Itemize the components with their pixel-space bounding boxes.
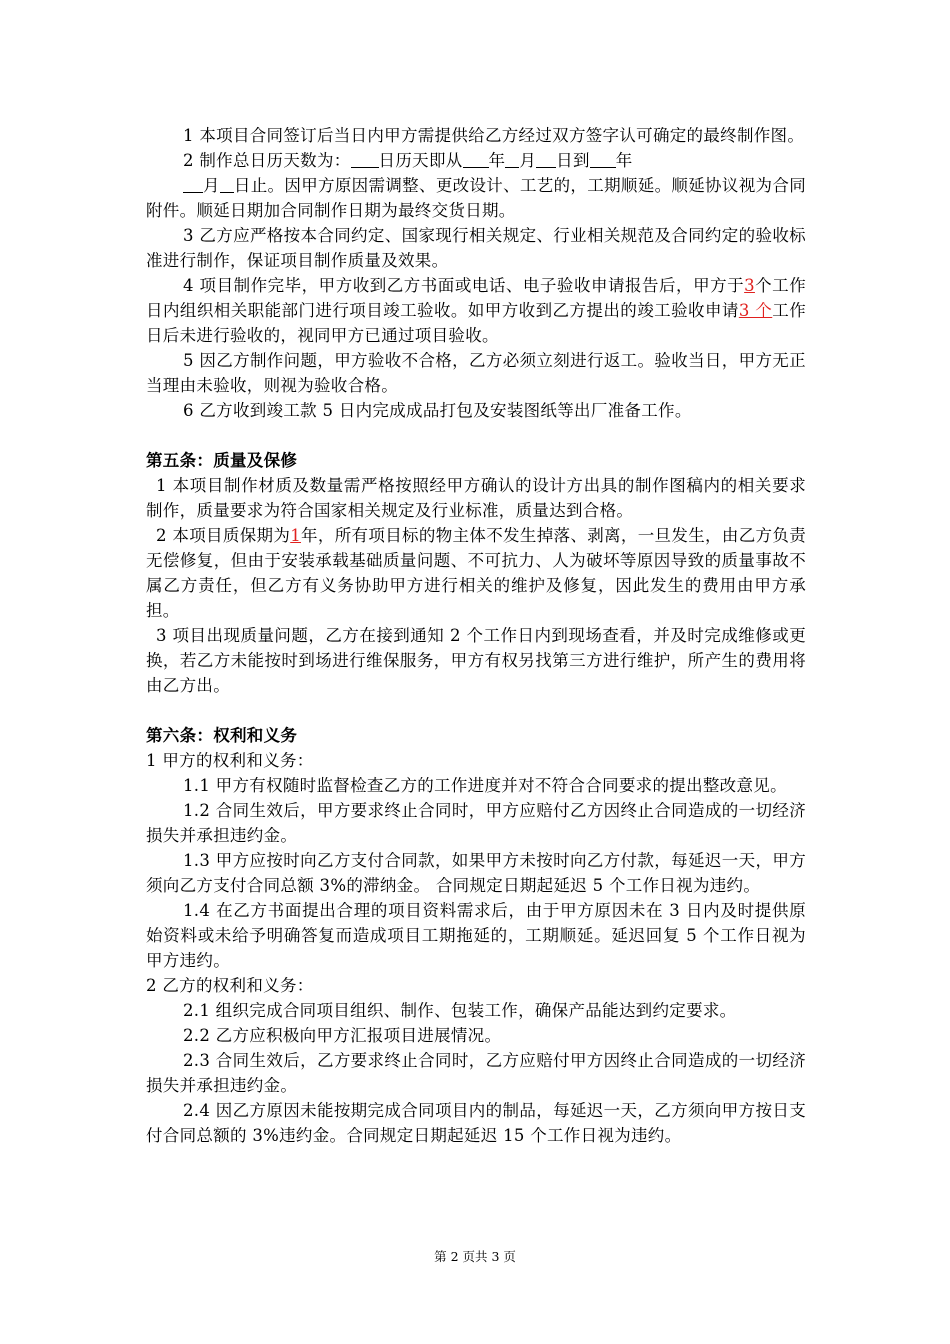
clause-6-2-2: 2.2 乙方应积极向甲方汇报项目进展情况。 — [183, 1026, 502, 1045]
clause-4-3: 3 乙方应严格按本合同约定、国家现行相关规定、行业相关规范及合同约定的验收标准进行制作，保证项目制作质量及效果。 — [146, 226, 806, 270]
clause-4-2 — [146, 148, 806, 223]
text-segment: 个工作日内组织相关职能部门进行项目竣工验收。如甲方收到乙方提出的竣工验收申请 — [146, 276, 806, 320]
page-number-footer: 第 2 页共 3 页 — [434, 1249, 516, 1264]
blank-month — [505, 150, 519, 168]
text-segment: 年 — [615, 151, 633, 170]
blank-days — [351, 150, 379, 168]
clause-5-1: 1 本项目制作材质及数量需严格按照经甲方确认的设计方出具的制作图稿内的相关要求制作，质量要求为符合国家相关规定及行业标准，质量达到合格。 — [146, 476, 806, 520]
text-segment: 日止。因甲方原因需调整、更改设计、工艺的，工期顺延。顺延协议视为合同附件。顺延日期加合同制作日期为最终交货日期。 — [146, 176, 806, 220]
clause-6-1-1: 1.1 甲方有权随时监督检查乙方的工作进度并对不符合合同要求的提出整改意见。 — [183, 776, 787, 795]
text-segment: 年，所有项目标的物主体不发生掉落、剥离，一旦发生，由乙方负责无偿修复，但由于安装承载基础质量问题、不可抗力、人为破坏等原因导致的质量事故不属乙方责任，但乙方有义务协助甲方进行相关的维护及修复，因此发生的费用由甲方承担。 — [146, 526, 806, 620]
highlighted-value: 3 个 — [738, 301, 773, 320]
section-6-title: 第六条：权利和义务 — [146, 726, 298, 745]
text-segment: 2 制作总日历天数为： — [183, 151, 351, 170]
text-segment: 日到 — [556, 151, 590, 170]
contract-body — [146, 123, 806, 1148]
text-segment: 年 — [488, 151, 506, 170]
clause-4-5: 5 因乙方制作问题，甲方验收不合格，乙方必须立刻进行返工。验收当日，甲方无正当理由未验收，则视为验收合格。 — [146, 351, 806, 395]
blank-year — [590, 150, 616, 168]
clause-6-1-3: 1.3 甲方应按时向乙方支付合同款，如果甲方未按时向乙方付款，每延迟一天，甲方须向乙方支付合同总额 3%的滞纳金。 合同规定日期起延迟 5 个工作日视为违约。 — [146, 851, 806, 895]
clause-6-1-2: 1.2 合同生效后，甲方要求终止合同时，甲方应赔付乙方因终止合同造成的一切经济损失并承担违约金。 — [146, 801, 806, 845]
section-5-title: 第五条：质量及保修 — [146, 451, 298, 470]
blank-day — [536, 150, 556, 168]
text-segment: 2 本项目质保期为 — [156, 526, 291, 545]
text-segment: 日历天即从 — [378, 151, 463, 170]
subsection-party-b: 2 乙方的权利和义务： — [146, 976, 314, 995]
clause-4-6: 6 乙方收到竣工款 5 日内完成成品打包及安装图纸等出厂准备工作。 — [183, 401, 692, 420]
blank-month — [183, 175, 203, 193]
blank-year — [463, 150, 489, 168]
clause-6-2-4: 2.4 因乙方原因未能按期完成合同项目内的制品，每延迟一天，乙方须向甲方按日支付合同总额的 3%违约金。合同规定日期起延迟 15 个工作日视为违约。 — [146, 1101, 806, 1145]
text-segment: 工作日后未进行验收的，视同甲方已通过项目验收。 — [146, 301, 806, 345]
clause-4-1: 1 本项目合同签订后当日内甲方需提供给乙方经过双方签字认可确定的最终制作图。 — [183, 126, 805, 145]
clause-6-1-4: 1.4 在乙方书面提出合理的项目资料需求后，由于甲方原因未在 3 日内及时提供原始资料或未给予明确答复而造成项目工期拖延的，工期顺延。延迟回复 5 个工作日视为甲方违约。 — [146, 901, 806, 970]
highlighted-value: 1 — [290, 526, 302, 545]
clause-4-4 — [146, 273, 806, 348]
text-segment: 月 — [519, 151, 537, 170]
highlighted-value: 3 — [744, 276, 755, 295]
clause-5-3: 3 项目出现质量问题，乙方在接到通知 2 个工作日内到现场查看，并及时完成维修或更换，若乙方未能按时到场进行维保服务，甲方有权另找第三方进行维护，所产生的费用将由乙方出。 — [146, 626, 806, 695]
text-segment: 月 — [203, 176, 220, 195]
blank-day — [220, 175, 234, 193]
clause-6-2-3: 2.3 合同生效后，乙方要求终止合同时，乙方应赔付甲方因终止合同造成的一切经济损失并承担违约金。 — [146, 1051, 806, 1095]
subsection-party-a: 1 甲方的权利和义务： — [146, 751, 314, 770]
text-segment: 4 项目制作完毕，甲方收到乙方书面或电话、电子验收申请报告后，甲方于 — [183, 276, 745, 295]
clause-5-2 — [146, 523, 806, 623]
clause-6-2-1: 2.1 组织完成合同项目组织、制作、包装工作，确保产品能达到约定要求。 — [183, 1001, 737, 1020]
